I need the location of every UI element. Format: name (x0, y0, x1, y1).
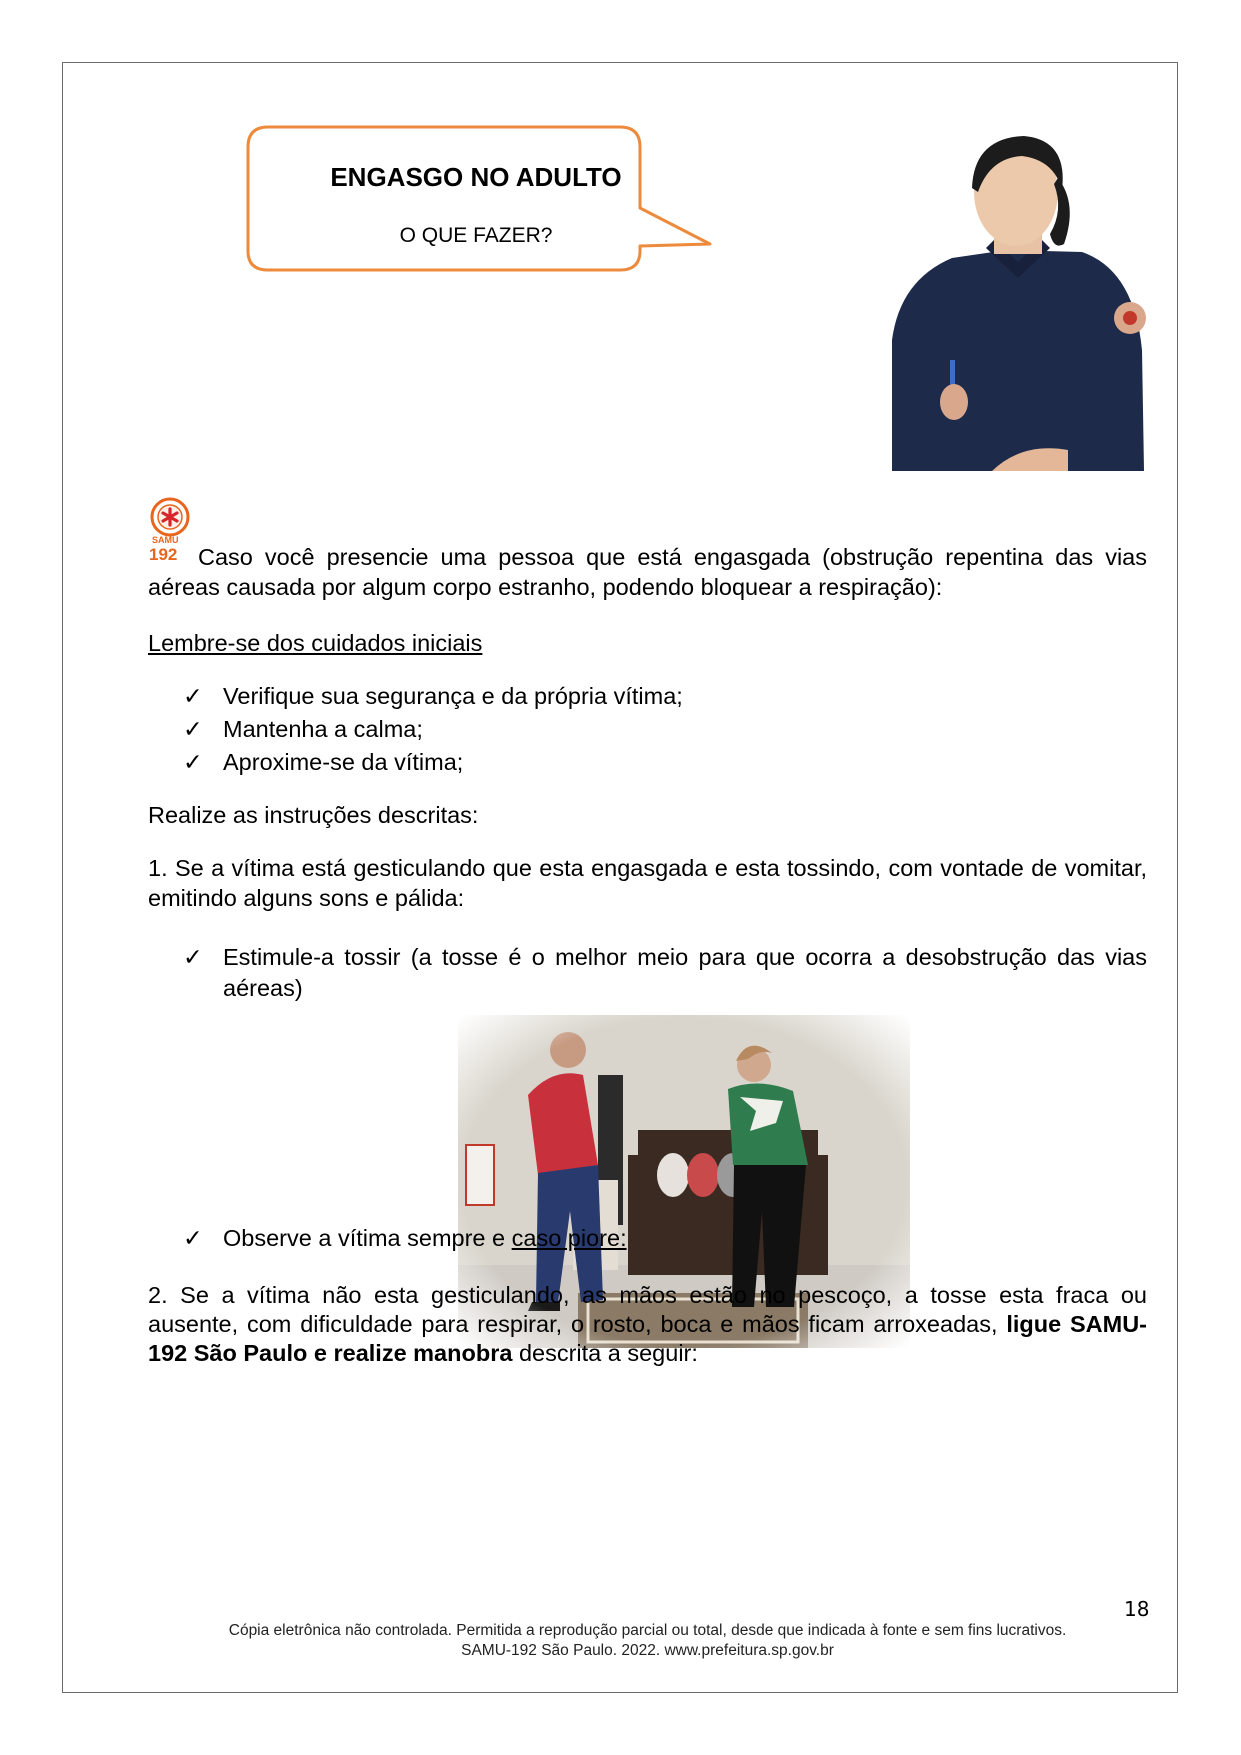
checkmark-icon: ✓ (183, 683, 203, 709)
speaker-photo (882, 130, 1148, 471)
initial-care-item: ✓ Aproxime-se da vítima; (183, 747, 1147, 778)
page-number: 18 (1124, 1597, 1150, 1621)
checkmark-icon: ✓ (183, 944, 203, 970)
checkmark-icon: ✓ (183, 749, 203, 775)
speech-bubble (242, 124, 712, 274)
step2-paragraph: 2. Se a vítima não esta gesticulando, as mãos estão no pescoço, a tosse esta fraca ou ausente, com dificuldade para respirar, o rosto, boca e mãos ficam arroxeadas, ligue SAMU-192 São Paulo e realize manobra descrita a seguir: (148, 1282, 1147, 1366)
observe-item: ✓ Observe a vítima sempre e caso piore: (183, 1223, 1147, 1254)
instructions-heading: Realize as instruções descritas: (148, 802, 479, 828)
footer-line-1: Cópia eletrônica não controlada. Permitida a reprodução parcial ou total, desde que indicada à fonte e sem fins lucrativos. (228, 1622, 1067, 1639)
footer-line-2: SAMU-192 São Paulo. 2022. www.prefeitura.sp.gov.br (461, 1642, 834, 1659)
initial-care-item: ✓ Mantenha a calma; (183, 714, 1147, 745)
checkmark-icon: ✓ (183, 1225, 203, 1251)
step2-bold-instruction: ligue SAMU-192 São Paulo e realize manobra (148, 1311, 1147, 1366)
step1-paragraph: 1. Se a vítima está gesticulando que esta engasgada e esta tossindo, com vontade de vomitar, emitindo alguns sons e pálida: (148, 855, 1147, 911)
svg-text:SAMU: SAMU (152, 535, 179, 545)
step1-item: ✓ Estimule-a tossir (a tosse é o melhor meio para que ocorra a desobstrução das vias aéreas) (183, 944, 1147, 1001)
caso-piore-text: caso piore: (511, 1225, 627, 1251)
svg-text:192: 192 (149, 545, 178, 564)
bubble-subtitle: O QUE FAZER? (399, 224, 553, 247)
intro-paragraph: Caso você presencie uma pessoa que está engasgada (obstrução repentina das vias aéreas causada por algum corpo estranho, podendo bloquear a respiração): (148, 544, 1147, 600)
initial-care-item: ✓ Verifique sua segurança e da própria vítima; (183, 681, 1147, 712)
checkmark-icon: ✓ (183, 716, 203, 742)
bubble-title: ENGASGO NO ADULTO (330, 162, 622, 192)
initial-care-heading: Lembre-se dos cuidados iniciais (148, 630, 483, 656)
